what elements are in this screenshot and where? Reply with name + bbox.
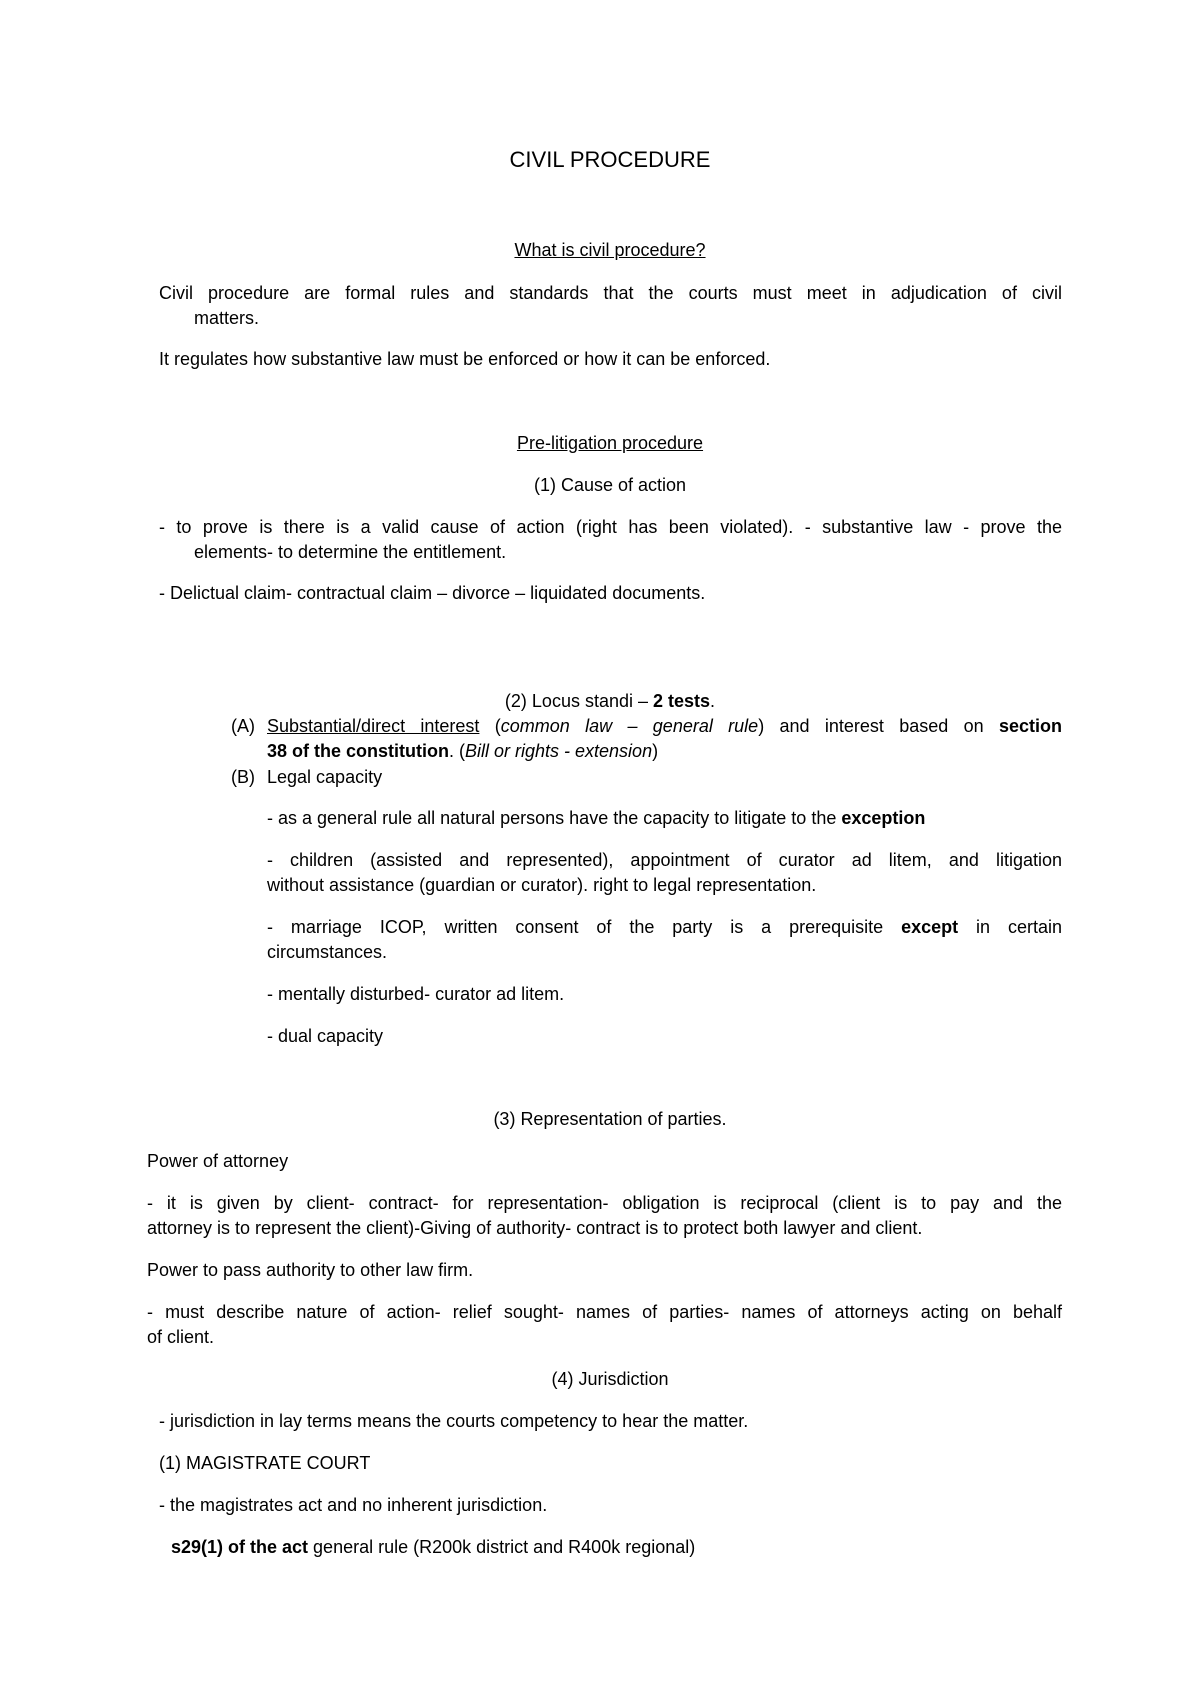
- capacity-1-text: - as a general rule all natural persons have the capacity to litigate to the: [267, 808, 842, 828]
- test-a-open: (: [479, 716, 501, 736]
- jurisdiction-para-2: - the magistrates act and no inherent jurisdiction.: [159, 1495, 548, 1515]
- test-a2-mid: . (: [449, 741, 465, 761]
- test-a-bold: section: [998, 716, 1063, 736]
- document-title: CIVIL PROCEDURE: [509, 147, 711, 172]
- cause-of-action-heading: (1) Cause of action: [533, 475, 687, 495]
- section-29-rule: [171, 1536, 695, 1558]
- test-b-text: Legal capacity: [267, 767, 383, 787]
- test-a2-italic: Bill or rights - extension: [465, 741, 653, 761]
- locus-heading-post: .: [710, 691, 716, 711]
- test-a-underlined: Substantial/direct interest: [267, 716, 480, 736]
- test-a-italic: common law – general rule: [500, 716, 759, 736]
- capacity-item-2-line-2: without assistance (guardian or curator). right to legal representation.: [267, 875, 817, 895]
- representation-heading: (3) Representation of parties.: [493, 1109, 727, 1129]
- capacity-item-3-line-1: [267, 916, 1062, 938]
- heading-text: What is civil procedure?: [514, 240, 706, 260]
- locus-standi-heading: [0, 690, 1200, 712]
- test-a-line-1: [267, 715, 1062, 737]
- cause-bullet-1-line-2: elements- to determine the entitlement.: [194, 542, 507, 562]
- representation-para-3-line-1: - must describe nature of action- relief sought- names of parties- names of attorneys acting on behalf: [147, 1302, 1062, 1322]
- test-b-marker: (B): [231, 767, 255, 787]
- representation-para-2: Power to pass authority to other law firm.: [147, 1260, 474, 1280]
- test-a-mid: ) and interest based on: [758, 716, 999, 736]
- jurisdiction-para-1: - jurisdiction in lay terms means the courts competency to hear the matter.: [159, 1411, 749, 1431]
- representation-para-1-line-2: attorney is to represent the client)-Giving of authority- contract is to protect both lawyer and client.: [147, 1218, 923, 1238]
- representation-para-3-line-2: of client.: [147, 1327, 215, 1347]
- capacity-item-1: [267, 807, 925, 829]
- jurisdiction-heading: (4) Jurisdiction: [551, 1369, 669, 1389]
- cause-bullet-1-line-1: - to prove is there is a valid cause of action (right has been violated). - substantive law - prove the: [159, 517, 1062, 537]
- capacity-3-bold: except: [901, 917, 959, 937]
- power-of-attorney-label: Power of attorney: [147, 1151, 289, 1171]
- section-29-text: general rule (R200k district and R400k regional): [308, 1537, 696, 1557]
- test-a2-close: ): [652, 741, 659, 761]
- definition-line-1: Civil procedure are formal rules and standards that the courts must meet in adjudication of civil: [159, 283, 1062, 303]
- cause-bullet-2: - Delictual claim- contractual claim – divorce – liquidated documents.: [159, 583, 706, 603]
- capacity-item-4: - mentally disturbed- curator ad litem.: [267, 984, 565, 1004]
- definition-line-2: matters.: [194, 308, 260, 328]
- locus-heading-bold: 2 tests: [653, 691, 711, 711]
- locus-heading-pre: (2) Locus standi –: [504, 691, 653, 711]
- capacity-item-2-line-1: - children (assisted and represented), appointment of curator ad litem, and litigation: [267, 850, 1062, 870]
- regulates-paragraph: It regulates how substantive law must be enforced or how it can be enforced.: [159, 349, 771, 369]
- magistrate-court-heading: (1) MAGISTRATE COURT: [159, 1453, 371, 1473]
- section-heading-what-is: [0, 239, 1200, 261]
- capacity-item-3-line-2: circumstances.: [267, 942, 388, 962]
- test-a2-bold: 38 of the constitution: [267, 741, 449, 761]
- capacity-1-bold: exception: [841, 808, 926, 828]
- test-a-line-2: [267, 740, 658, 762]
- heading-text: Pre-litigation procedure: [516, 433, 704, 453]
- capacity-3-post: in certain: [958, 917, 1062, 937]
- test-a-marker: (A): [231, 716, 255, 736]
- section-29-bold: s29(1) of the act: [171, 1537, 309, 1557]
- capacity-3-text: - marriage ICOP, written consent of the party is a prerequisite: [267, 917, 902, 937]
- section-heading-pre-litigation: [0, 432, 1200, 454]
- capacity-item-5: - dual capacity: [267, 1026, 384, 1046]
- representation-para-1-line-1: - it is given by client- contract- for representation- obligation is reciprocal (client is to pay and the: [147, 1193, 1062, 1213]
